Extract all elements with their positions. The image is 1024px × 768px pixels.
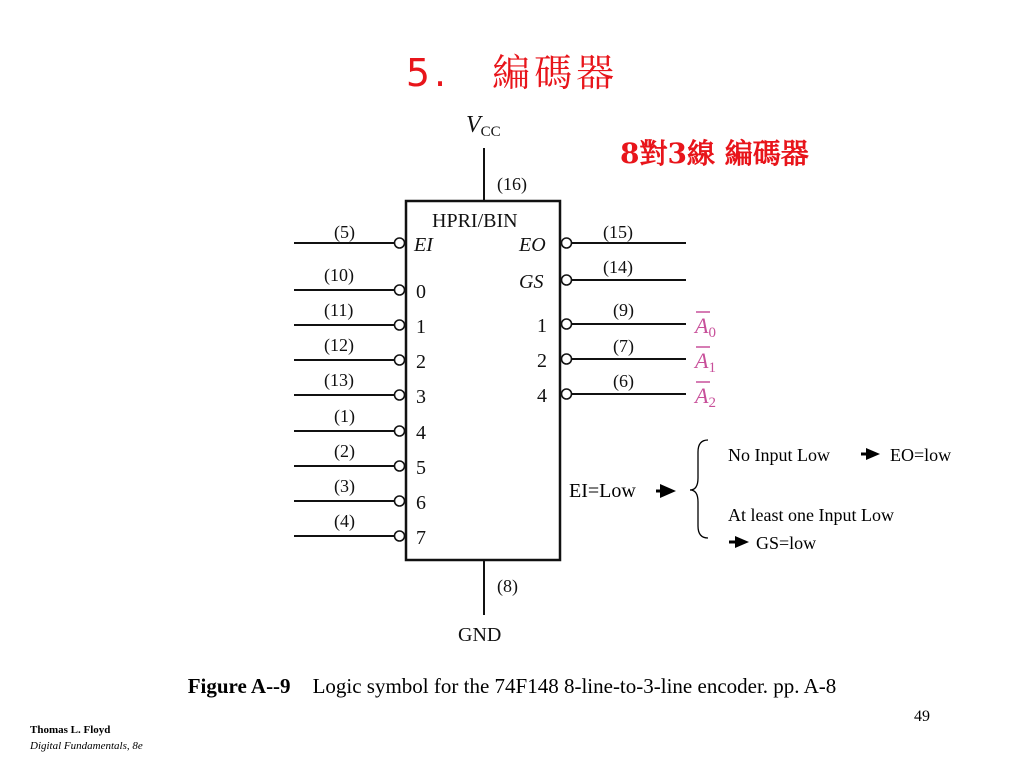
pin-label: 7 xyxy=(416,527,426,549)
pin-label: 1 xyxy=(537,315,547,337)
inversion-bubble xyxy=(562,275,572,285)
pin-number: (7) xyxy=(613,336,634,356)
page-number: 49 xyxy=(914,708,930,725)
output-label-a1 xyxy=(693,347,716,376)
output-label-a0 xyxy=(693,312,716,341)
pin-number: (15) xyxy=(603,222,633,242)
footer-author: Thomas L. Floyd xyxy=(30,724,111,736)
pin-number: (12) xyxy=(324,335,354,355)
figure-caption xyxy=(0,674,1024,699)
arrow-right-icon xyxy=(735,536,749,548)
figure-number: Figure A--9 xyxy=(187,674,291,698)
pin-label: 4 xyxy=(537,385,547,407)
pin-label: GS xyxy=(519,271,544,293)
case2-text: At least one Input Low xyxy=(728,505,894,525)
pin-number: (13) xyxy=(324,370,354,390)
pin-label: 6 xyxy=(416,492,426,514)
case1-text: No Input Low xyxy=(728,445,830,465)
inversion-bubble xyxy=(395,238,405,248)
inversion-bubble xyxy=(395,285,405,295)
output-label-a2 xyxy=(693,382,716,411)
pin-label: 2 xyxy=(537,350,547,372)
gnd-label: GND xyxy=(458,624,502,646)
pin-number: (11) xyxy=(324,300,354,320)
inversion-bubble xyxy=(395,496,405,506)
inversion-bubble xyxy=(395,426,405,436)
pin-label: 1 xyxy=(416,316,426,338)
curly-brace xyxy=(690,440,708,538)
pin-label: 0 xyxy=(416,281,426,303)
pin-label: 2 xyxy=(416,351,426,373)
case1-result: EO=low xyxy=(890,445,952,465)
inversion-bubble xyxy=(395,390,405,400)
inversion-bubble xyxy=(395,531,405,541)
svg-text:A1: A1 xyxy=(695,348,716,376)
slide-subtitle: 8對3線 編碼器 xyxy=(620,137,809,170)
slide-title: 5. 編碼器 xyxy=(405,51,619,95)
case2-result: GS=low xyxy=(756,533,817,553)
vcc-pin-number: (16) xyxy=(497,174,527,194)
pin-label: EI xyxy=(414,234,433,256)
pin-number: (5) xyxy=(334,222,355,242)
vcc-label: VCC xyxy=(466,112,501,140)
inversion-bubble xyxy=(395,461,405,471)
pin-label: 5 xyxy=(416,457,426,479)
caption-text: Logic symbol for the 74F148 8-line-to-3-line encoder. pp. A-8 xyxy=(312,674,837,698)
pin-number: (9) xyxy=(613,300,634,320)
pin-label: 4 xyxy=(416,422,426,444)
pin-number: (14) xyxy=(603,257,633,277)
pin-label: EO xyxy=(519,234,546,256)
arrow-right-icon xyxy=(866,448,880,460)
pin-number: (6) xyxy=(613,371,634,391)
footer-book: Digital Fundamentals, 8e xyxy=(30,740,143,752)
inversion-bubble xyxy=(562,354,572,364)
gnd-pin-number: (8) xyxy=(497,576,518,596)
inversion-bubble xyxy=(562,319,572,329)
inversion-bubble xyxy=(562,389,572,399)
pin-number: (2) xyxy=(334,441,355,461)
inversion-bubble xyxy=(395,320,405,330)
pin-label: 3 xyxy=(416,386,426,408)
svg-text:A2: A2 xyxy=(695,383,716,411)
pin-number: (4) xyxy=(334,511,355,531)
inversion-bubble xyxy=(562,238,572,248)
pin-number: (1) xyxy=(334,406,355,426)
svg-text:A0: A0 xyxy=(695,313,716,341)
ei-condition-label: EI=Low xyxy=(569,480,636,502)
pin-number: (10) xyxy=(324,265,354,285)
chip-name: HPRI/BIN xyxy=(432,210,518,232)
pin-number: (3) xyxy=(334,476,355,496)
inversion-bubble xyxy=(395,355,405,365)
